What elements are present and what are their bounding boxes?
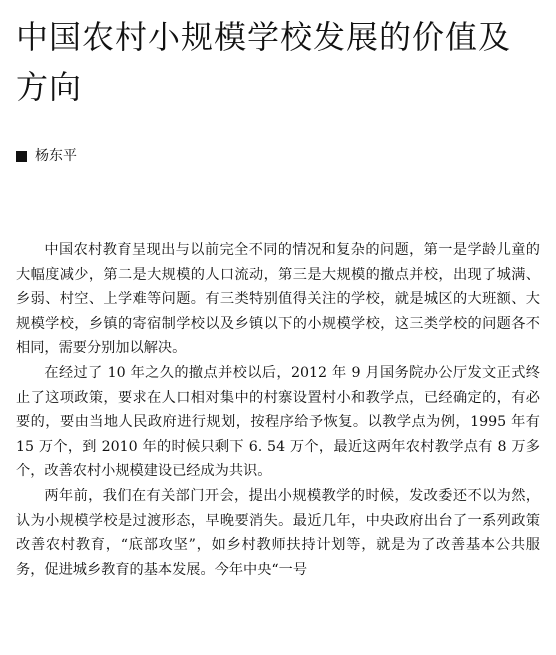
author-name: 杨东平 bbox=[35, 148, 77, 164]
paragraph: 在经过了 10 年之久的撤点并校以后，2012 年 9 月国务院办公厅发文正式终止了这项政策，要求在人口相对集中的村寨设置村小和教学点，已经确定的，有必要的，要由当地人民政府进行规划，按程序给予恢复。以教学点为例，1995 年有 15 万个，到 2010 年的时候只剩下 6. 54 万个，最近这两年农村教学点有 8 万多个，改善农村小规模建设已经成为共识。 bbox=[16, 364, 540, 480]
paragraph: 两年前，我们在有关部门开会，提出小规模教学的时候，发改委还不以为然，认为小规模学校是过渡形态，早晚要消失。最近几年，中央政府出台了一系列政策改善农村教育，“底部攻坚”，如乡村教师扶持计划等，就是为了改善基本公共服务，促进城乡教育的基本发展。今年中央“一号 bbox=[16, 487, 540, 578]
paragraph: 中国农村教育呈现出与以前完全不同的情况和复杂的问题，第一是学龄儿童的大幅度减少，第二是大规模的人口流动，第三是大规模的撤点并校，出现了城满、乡弱、村空、上学难等问题。有三类特别值得关注的学校，就是城区的大班额、大规模学校，乡镇的寄宿制学校以及乡镇以下的小规模学校，这三类学校的问题各不相同，需要分别加以解决。 bbox=[16, 242, 540, 357]
author-line bbox=[16, 146, 540, 166]
article-body bbox=[16, 238, 540, 582]
article-title: 中国农村小规模学校发展的价值及方向 bbox=[16, 18, 512, 106]
square-bullet-icon bbox=[16, 151, 27, 162]
